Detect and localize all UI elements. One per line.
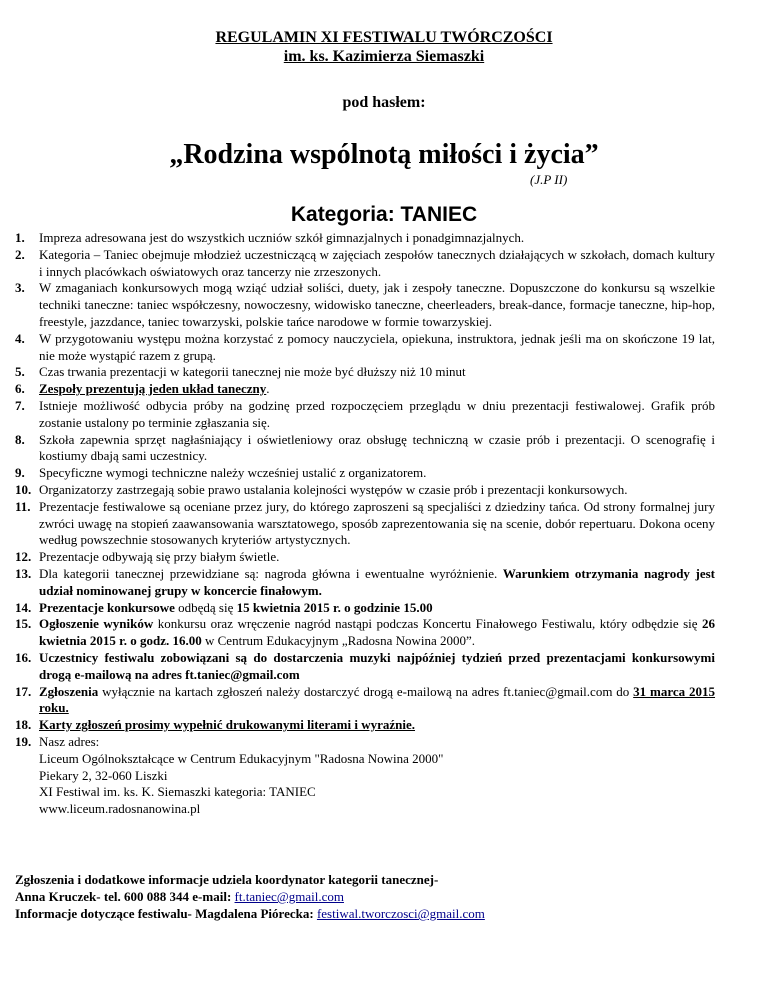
rule-number: 18. [15, 717, 32, 733]
rule-number: 17. [15, 683, 32, 699]
email-link-festiwal[interactable]: festiwal.tworczosci@gmail.com [316, 906, 485, 921]
rule-text: konkursu oraz wręczenie nagród nastąpi podczas Koncertu Finałowego Festiwalu, który odbędzie się [153, 616, 702, 632]
rule-text-bold: Uczestnicy festiwalu zobowiązani są do dostarczenia muzyki najpóźniej tydzień przed prezentacjami konkursowymi drogą e-mailową na adres ft.taniec@gmail.com [39, 649, 715, 682]
motto: „Rodzina wspólnotą miłości i życia” [169, 139, 599, 170]
rule-number: 1. [15, 230, 25, 245]
rule-text-bold: Prezentacje konkursowe [39, 599, 175, 615]
rule-number: 5. [15, 364, 25, 380]
rule-date: 26 kwietnia 2015 r. o godz. 16.00 [39, 616, 715, 649]
rule-number: 14. [15, 599, 32, 615]
rule-text: w Centrum Edukacyjnym „Radosna Nowina 2000”. [201, 633, 476, 649]
email-link-taniec[interactable]: ft.taniec@gmail.com [234, 889, 344, 904]
rule-item [15, 247, 715, 281]
rule-text: Impreza adresowana jest do wszystkich uczniów szkół gimnazjalnych i ponadgimnazjalnych. [39, 230, 525, 245]
rule-text: wyłącznie na kartach zgłoszeń należy dostarczyć drogą e-mailową na adres ft.taniec@gmail.com do [98, 683, 634, 699]
rule-text-bold: Zgłoszenia [39, 683, 99, 699]
rule-item [15, 734, 715, 818]
rule-item [15, 381, 715, 398]
rule-number: 16. [15, 649, 32, 665]
rule-item [15, 650, 715, 684]
rule-text-end: . [266, 381, 270, 397]
rule-text: Szkoła zapewnia sprzęt nagłaśniający i oświetleniowy oraz obsługę techniczną w czasie prób i prezentacji. O scenografię i kostiumy dbają sami uczestnicy. [39, 431, 715, 464]
footer-text: Informacje dotyczące festiwalu- Magdalena Piórecka: [15, 906, 317, 921]
rule-text: Kategoria – Taniec obejmuje młodzież uczestniczącą w zajęciach zespołów tanecznych działających w szkołach, domach kultury i innych placówkach oświatowych oraz tancerzy nie zrzeszonych. [39, 246, 715, 279]
rule-text-bold: Ogłoszenie wyników [39, 616, 154, 632]
rule-text: odbędą się [174, 599, 237, 615]
title-line-1: REGULAMIN XI FESTIWALU TWÓRCZOŚCI [215, 29, 553, 46]
rule-number: 3. [15, 280, 25, 296]
footer-contact-line [15, 889, 735, 906]
footer-festival-line [15, 906, 735, 923]
rule-text: Zespoły prezentują jeden układ taneczny [39, 381, 267, 397]
address-line: XI Festiwal im. ks. K. Siemaszki kategoria: TANIEC [39, 784, 316, 800]
rule-item [15, 499, 715, 549]
rule-number: 13. [15, 565, 32, 581]
address-website: www.liceum.radosnanowina.pl [39, 801, 201, 817]
rule-item [15, 331, 715, 365]
rule-item [15, 398, 715, 432]
rule-number: 11. [15, 498, 31, 514]
address-line: Liceum Ogólnokształcące w Centrum Edukacyjnym "Radosna Nowina 2000" [39, 750, 444, 766]
rule-item [15, 616, 715, 650]
rule-text: W zmaganiach konkursowych mogą wziąć udział soliści, duety, jak i zespoły taneczne. Dopuszczone do konkursu są wszelkie techniki taneczne: taniec współczesny, nowoczesny, widowisko taneczne, cheerleaders, break-dance, formacje taneczne, hip-hop, freestyle, jazzdance, taniec towarzyski, polskie tańce narodowe w formie towarzyskiej. [39, 280, 715, 329]
rule-number: 12. [15, 549, 32, 565]
footer-text: Zgłoszenia i dodatkowe informacje udziela koordynator kategorii tanecznej- [15, 872, 439, 887]
rule-number: 10. [15, 481, 32, 497]
rule-number: 7. [15, 397, 25, 413]
rule-number: 19. [15, 733, 32, 749]
rule-number: 4. [15, 330, 25, 346]
rule-text: Dla kategorii tanecznej przewidziane są: nagroda główna i ewentualne wyróżnienie. [39, 565, 503, 581]
rule-text: Organizatorzy zastrzegają sobie prawo ustalania kolejności występów w czasie prób i prezentacji konkursowych. [39, 481, 628, 497]
rule-item [15, 432, 715, 466]
footer-text: Anna Kruczek- tel. 600 088 344 e-mail: [15, 889, 235, 904]
rules-list [15, 230, 715, 818]
subtitle: pod hasłem: [342, 94, 426, 111]
footer-coordinator-line [15, 872, 735, 889]
rule-text: Prezentacje festiwalowe są oceniane przez jury, do którego zaproszeni są specjaliści z dziedziny tańca. Od strony formalnej jury zwróci uwagę na stopień zaawansowania warsztatowego, sposób zaprezentowania się na scenie, dobór repertuaru. Dokona oceny według powszechnie stosowanych kryteriów artystycznych. [39, 498, 715, 548]
rule-item [15, 549, 715, 566]
rule-number: 6. [15, 381, 25, 397]
rule-text: Prezentacje odbywają się przy białym świetle. [39, 549, 280, 565]
rule-text: Czas trwania prezentacji w kategorii tanecznej nie może być dłuższy niż 10 minut [39, 364, 466, 380]
rule-item [15, 280, 715, 330]
rule-text-bold: Karty zgłoszeń prosimy wypełnić drukowanymi literami i wyraźnie. [39, 717, 416, 733]
title-line-2: im. ks. Kazimierza Siemaszki [283, 48, 485, 65]
rule-item [15, 566, 715, 600]
rule-text: Istnieje możliwość odbycia próby na godzinę przed rozpoczęciem przeglądu w dniu prezentacji festiwalowej. Grafik prób zostanie ustalony po terminie zgłaszania się. [39, 397, 715, 430]
rule-item [15, 482, 715, 499]
address-label: Nasz adres: [39, 733, 100, 749]
rule-item [15, 465, 715, 482]
rule-number: 15. [15, 616, 32, 632]
category-heading: Kategoria: TANIEC [290, 203, 478, 226]
rule-number: 2. [15, 246, 25, 262]
address-line: Piekary 2, 32-060 Liszki [39, 767, 168, 783]
rule-number: 8. [15, 431, 25, 447]
rule-item [15, 684, 715, 718]
rule-item [15, 230, 715, 247]
rule-item [15, 717, 715, 734]
rule-number: 9. [15, 465, 25, 481]
rule-text-bold: Warunkiem otrzymania nagrody jest udział nominowanej grupy w koncercie finałowym. [39, 565, 715, 598]
rule-text: W przygotowaniu występu można korzystać z pomocy nauczyciela, opiekuna, instruktora, jednak jeśli ma on skończone 19 lat, nie może wystąpić razem z grupą. [39, 330, 715, 363]
rule-date: 15 kwietnia 2015 r. o godzinie 15.00 [236, 599, 433, 615]
rule-item [15, 364, 715, 381]
rule-date: 31 marca 2015 roku. [39, 683, 716, 716]
motto-author: (J.P II) [530, 172, 568, 187]
rule-item [15, 600, 715, 617]
rule-text: Specyficzne wymogi techniczne należy wcześniej ustalić z organizatorem. [39, 465, 427, 481]
